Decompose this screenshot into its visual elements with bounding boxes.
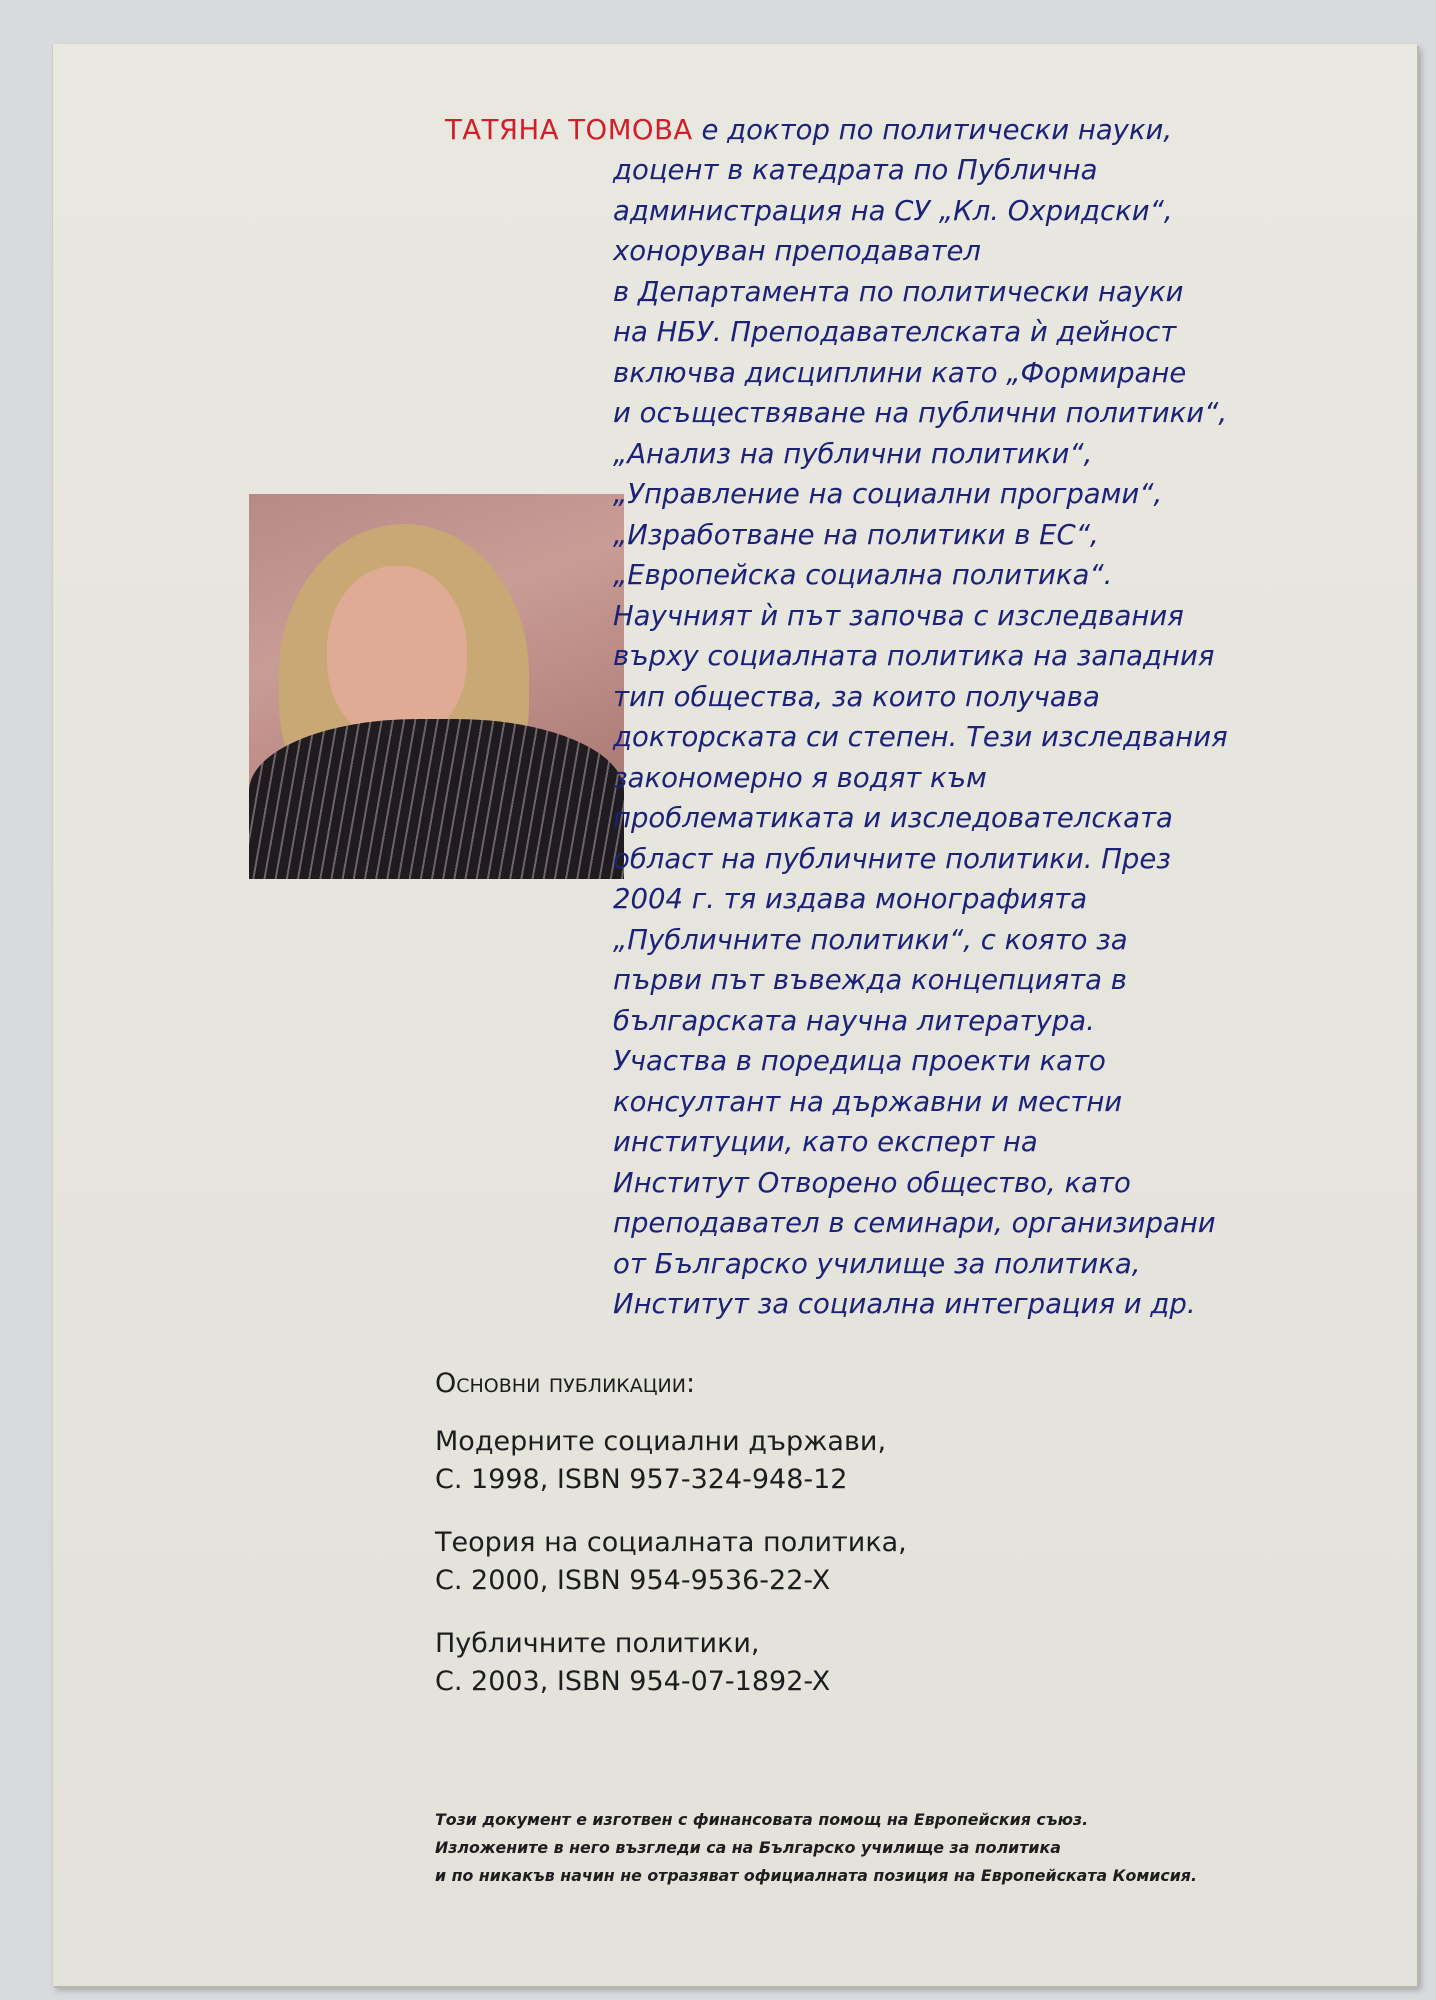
bio-line: Институт за социална интеграция и др. [613, 1288, 1196, 1320]
bio-line: администрация на СУ „Кл. Охридски“, [613, 195, 1173, 227]
publication-details: С. 2000, ISBN 954-9536-22-X [435, 1565, 831, 1596]
bio-line: закономерно я водят към [613, 762, 987, 794]
publication-entry [435, 1423, 907, 1499]
bio-line: „Изработване на политики в ЕС“, [613, 519, 1099, 551]
publication-title: Публичните политики, [435, 1628, 760, 1659]
bio-line: Научният ѝ път започва с изследвания [613, 600, 1184, 632]
publication-title: Теория на социалната политика, [435, 1527, 907, 1558]
publication-details: С. 2003, ISBN 954-07-1892-X [435, 1666, 831, 1697]
disclaimer-line: Този документ е изготвен с финансовата помощ на Европейския съюз. [435, 1810, 1089, 1829]
disclaimer-line: Изложените в него възгледи са на Българско училище за политика [435, 1838, 1061, 1857]
author-photo [249, 494, 624, 879]
bio-line: преподавател в семинари, организирани [613, 1207, 1216, 1239]
disclaimer-line: и по никакъв начин не отразяват официалната позиция на Европейската Комисия. [435, 1866, 1197, 1885]
bio-line: „Европейска социална политика“. [613, 559, 1113, 591]
bio-line: докторската си степен. Тези изследвания [613, 721, 1228, 753]
bio-line: в Департамента по политически науки [613, 276, 1184, 308]
bio-line: 2004 г. тя издава монографията [613, 883, 1088, 915]
bio-line: Институт Отворено общество, като [613, 1167, 1131, 1199]
bio-line: върху социалната политика на западния [613, 640, 1215, 672]
bio-line: област на публичните политики. През [613, 843, 1171, 875]
bio-line: институции, като експерт на [613, 1126, 1038, 1158]
publication-entry [435, 1625, 907, 1701]
bio-line: първи път въвежда концепцията в [613, 964, 1127, 996]
bio-line: „Анализ на публични политики“, [613, 438, 1093, 470]
photo-jacket [249, 719, 624, 879]
bio-line: „Управление на социални програми“, [613, 478, 1163, 510]
bio-line: ТАТЯНА ТОМОВА е доктор по политически науки, [445, 114, 1173, 146]
publications-section [435, 1368, 907, 1726]
publication-title: Модерните социални държави, [435, 1426, 887, 1457]
bio-line: консултант на държавни и местни [613, 1086, 1123, 1118]
bio-line: доцент в катедрата по Публична [613, 154, 1098, 186]
bio-line: включва дисциплини като „Формиране [613, 357, 1187, 389]
bio-line: хоноруван преподавател [613, 235, 982, 267]
bio-line: от Българско училище за политика, [613, 1248, 1141, 1280]
bio-line: тип общества, за които получава [613, 681, 1100, 713]
bio-line: „Публичните политики“, с която за [613, 924, 1128, 956]
bio-line: и осъществяване на публични политики“, [613, 397, 1228, 429]
publication-entry [435, 1524, 907, 1600]
bio-line: на НБУ. Преподавателската ѝ дейност [613, 316, 1177, 348]
bio-line: българската научна литература. [613, 1005, 1095, 1037]
author-name: ТАТЯНА ТОМОВА [445, 114, 693, 146]
book-back-cover [52, 44, 1417, 1986]
bio-line: Участва в поредица проекти като [613, 1045, 1106, 1077]
bio-line: проблематиката и изследователската [613, 802, 1173, 834]
publications-heading: Основни публикации: [435, 1368, 696, 1399]
photo-face [327, 566, 467, 741]
publication-details: С. 1998, ISBN 957-324-948-12 [435, 1464, 848, 1495]
eu-disclaimer [435, 1806, 1197, 1890]
